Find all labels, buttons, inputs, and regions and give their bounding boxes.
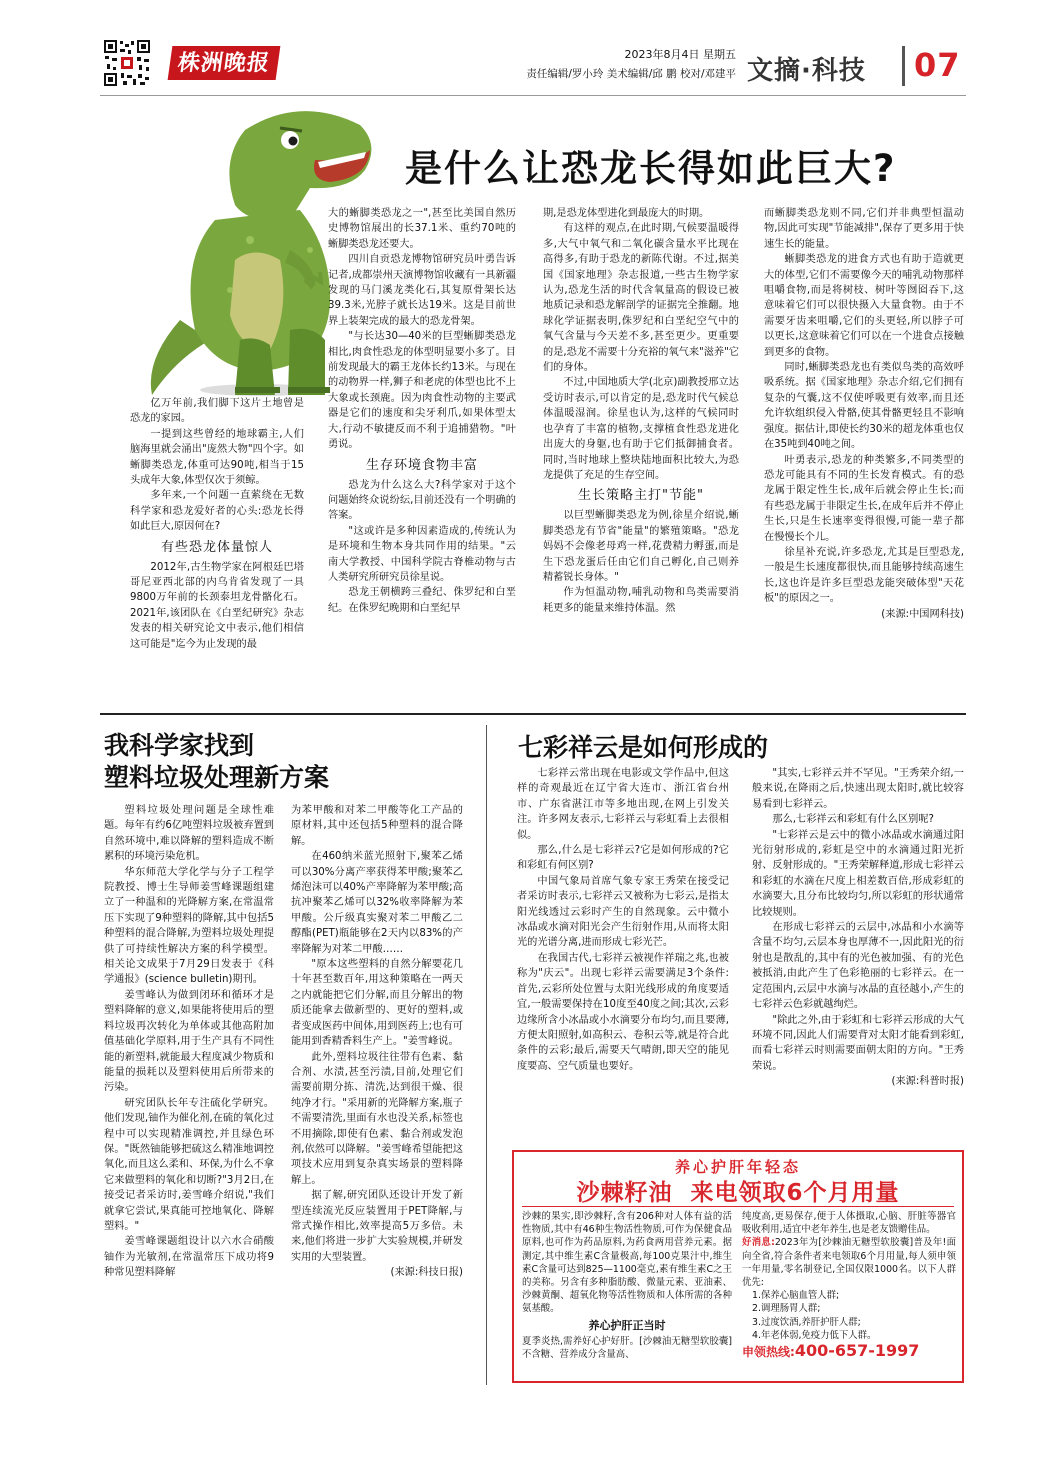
dino-subheading-2: 生存环境食物丰富 xyxy=(365,457,478,473)
dino-lead-3: 多年来,一个问题一直萦绕在无数科学家和恐龙爱好者的心头:恐龙长得如此巨大,原因何在? xyxy=(130,490,304,533)
dino-lead-2: 一提到这些曾经的地球霸主,人们脑海里就会涌出"庞然大物"四个字。如蜥脚类恐龙,体重可达90吨,相当于15头成年大象,体型仅次于须鲸。 xyxy=(130,428,304,487)
masthead-text: 株洲晚报 xyxy=(176,50,272,76)
dino-paragraph: 恐龙为什么这么大?科学家对于这个问题始终众说纷纭,目前还没有一个明确的答案。 xyxy=(328,479,516,522)
dino-paragraph: 期,是恐龙体型进化到最庞大的时期。 xyxy=(543,208,710,219)
plastic-source: (来源:科技日报) xyxy=(390,1267,463,1279)
dino-lead-1: 亿万年前,我们脚下这片土地曾是恐龙的家园。 xyxy=(130,398,304,425)
cloud-column-1 xyxy=(517,766,729,1074)
ad-list-item: 3.过度饮酒,养肝护肝人群; xyxy=(752,1316,861,1328)
ad-list-item: 2.调理肠胃人群; xyxy=(752,1303,821,1315)
dino-paragraph: 作为恒温动物,哺乳动物和鸟类需要消耗更多的能量来维持体温。然 xyxy=(543,587,739,614)
ad-rule xyxy=(522,1206,954,1207)
dino-paragraph: 有这样的观点,在此时期,气候要温暖得多,大气中氧气和二氧化碳含量水平比现在高得多,有助于恐龙的新陈代谢。不过,据美国《国家地理》杂志报道,一些古生物学家认为,恐龙生活的时代含氧量高的假设已被地质记录和恐龙解剖学的证据完全推翻。地球化学证据表明,侏罗纪和白垩纪空气中的氧气含量与今天差不多,甚至更少。更重要的是,恐龙不需要十分充裕的氧气来"滋养"它们的身体。 xyxy=(543,223,739,374)
dino-paragraph: 2012年,古生物学家在阿根廷巴塔哥尼亚西北部的内乌肯省发现了一具9800万年前的长颈泰坦龙骨骼化石。2021年,该团队在《白垩纪研究》杂志发表的相关研究论文中表示,他们相信这可能是"迄今为止发现的最 xyxy=(130,561,304,650)
ad-body-text: 夏季炎热,需养好心护好肝。[沙棘油无糖型软胶囊]不含糖、营养成分含量高、 xyxy=(522,1335,732,1361)
plastic-paragraph: 此外,塑料垃圾往往带有色素、黏合剂、水渍,甚至污渍,目前,处理它们需要前期分拣、清洗,达到很干燥、很纯净才行。"采用新的光降解方案,瓶子不需要清洗,里面有水也没关系,标签也不用摘除,即使有色素、黏合剂或发泡剂,依然可以降解。"姜雪峰希望能把这项技术应用到复杂真实场景的塑料降解上。 xyxy=(291,1051,463,1186)
plastic-paragraph: 在460纳米蓝光照射下,聚苯乙烯可以30%分离产率获得苯甲酸;聚苯乙烯泡沫可以40%产率降解为苯甲酸;高抗冲聚苯乙烯可以32%收率降解为苯甲酸。公斤级真实聚对苯二甲酸乙二醇酯(PET)瓶能够在2天内以83%的产率降解为对苯二甲酸…… xyxy=(291,851,463,955)
ad-body-text: 纯度高,更易保存,便于人体摄取,心脑、肝脏等器官吸收利用,适宜中老年养生,也是老友馈赠佳品。 xyxy=(742,1211,956,1236)
editors-line: 责任编辑/罗小玲 美术编辑/邱 鹏 校对/邓建平 xyxy=(526,68,736,80)
dino-column-1 xyxy=(130,396,304,652)
cloud-headline: 七彩祥云是如何形成的 xyxy=(518,733,769,762)
dino-paragraph: 蜥脚类恐龙的进食方式也有助于造就更大的体型,它们不需要像今天的哺乳动物那样咀嚼食物,而是将树枝、树叶等囫囵吞下,这意味着它们可以很快摄入大量食物。由于不需要牙齿来咀嚼,它们的头更轻,所以脖子可以更长,这意味着它们可以在一个进食点接触到更多的食物。 xyxy=(764,254,964,358)
plastic-paragraph: 姜雪峰认为做到闭环和循环才是塑料降解的意义,如果能将使用后的塑料垃圾再次转化为单体或其他高附加值基础化学原料,用于生产具有不同性能的新塑料,就能最大程度减少物质和能量的损耗以及塑料使用后所带来的污染。 xyxy=(104,989,274,1094)
ad-kicker: 养心护肝年轻态 xyxy=(674,1158,801,1176)
cloud-paragraph: 那么,什么是七彩祥云?它是如何形成的?它和彩虹有何区别? xyxy=(517,845,729,872)
dino-paragraph: 不过,中国地质大学(北京)副教授邢立达受访时表示,可以肯定的是,恐龙时代气候总体温暖湿润。徐星也认为,这样的气候同时也孕育了丰富的植物,支撑植食性恐龙进化出庞大的身躯,也有助于它们抵御捕食者。同时,当时地球上整块陆地面积比较大,为恐龙提供了充足的生存空间。 xyxy=(543,377,739,481)
plastic-paragraph: 据了解,研究团队还设计开发了新型连续流光反应装置用于PET降解,与常式操作相比,效率提高5万多倍。未来,他们将进一步扩大实验规模,并研发实用的大型装置。 xyxy=(291,1190,463,1263)
ad-list xyxy=(742,1289,956,1342)
dino-paragraph: 而蜥脚类恐龙则不同,它们并非典型恒温动物,因此可实现"节能减排",保存了更多用于快速生长的能量。 xyxy=(764,208,964,250)
plastic-paragraph: "原本这些塑料的自然分解要花几十年甚至数百年,用这种策略在一两天之内就能把它们分解,而且分解出的物质还能拿去做新型的、更好的塑料,或者变成医药中间体,用到医药上;也有可能用到香精香料生产上。"姜雪峰说。 xyxy=(291,959,463,1048)
ad-hotline-number[interactable]: 400-657-1997 xyxy=(794,1341,920,1361)
page-number: 07 xyxy=(914,46,961,84)
plastic-column-2 xyxy=(291,803,463,1281)
masthead-logo xyxy=(168,46,281,80)
cloud-paragraph: 那么,七彩祥云和彩虹有什么区别呢? xyxy=(772,814,934,826)
cloud-paragraph: 中国气象局首席气象专家王秀荣在接受记者采访时表示,七彩祥云又被称为七彩云,是指太阳光线透过云彩时产生的自然现象。云中微小冰晶或水滴对阳光会产生衍射作用,从而将太阳光的光谱分离,进而形成七彩光芒。 xyxy=(517,875,729,949)
dino-paragraph: 同时,蜥脚类恐龙也有类似鸟类的高效呼吸系统。据《国家地理》杂志介绍,它们拥有复杂的气囊,这不仅使呼吸更有效率,而且还允许软组织侵入骨骼,使其骨骼更轻且不影响强度。据估计,即使长约30米的超龙体重也仅在35吨到40吨之间。 xyxy=(764,362,964,451)
plastic-paragraph: 研究团队长年专注硫化学研究。他们发现,铀作为催化剂,在硫的氧化过程中可以实现精准调控,并且绿色环保。"既然铀能够把硫这么精准地调控氧化,而且这么柔和、环保,为什么不拿它来做塑料的氧化和切断?"3月2日,在接受记者采访时,姜雪峰介绍说,"我们就拿它尝试,果真能可控地氧化、降解塑料。" xyxy=(104,1097,274,1232)
ad-promo-label: 好消息: xyxy=(742,1237,775,1249)
plastic-paragraph: 为苯甲酸和对苯二甲酸等化工产品的原材料,其中还包括5种塑料的混合降解。 xyxy=(291,805,463,847)
dino-source: (来源:中国网科技) xyxy=(881,608,964,620)
dino-paragraph: 恐龙王朝横跨三叠纪、侏罗纪和白垩纪。在侏罗纪晚期和白垩纪早 xyxy=(328,587,516,614)
ad-promo-text: 2023年为[沙棘油无糖型软胶囊]普及年!面向全省,符合条件者来电领取6个月用量,每人须申领一年用量,零名制登记,全国仅限1000名。以下人群优先: xyxy=(742,1237,956,1289)
section-name: 文摘·科技 xyxy=(747,56,866,86)
dino-subheading-1: 有些恐龙体量惊人 xyxy=(160,539,273,555)
dino-paragraph: 以巨型蜥脚类恐龙为例,徐星介绍说,蜥脚类恐龙有节省"能量"的繁殖策略。"恐龙妈妈不会像老母鸡一样,花费精力孵蛋,而是生下恐龙蛋后任由它们自己孵化,自己则养精蓄锐长身体。" xyxy=(543,510,739,583)
ad-body-text: 沙棘的果实,即沙棘籽,含有206种对人体有益的活性物质,其中有46种生物活性物质,可作为保健食品原料,也可作为药品原料,为药食两用营养元素。据测定,其中维生素C含量极高,每100克果汁中,维生素C含量可达到825—1100毫克,素有维生素C之王的美称。另含有多种脂肪酸、微量元素、亚油素、沙棘黄酮、超氧化物等活性物质和人体所需的各种氨基酸。 xyxy=(522,1211,732,1315)
dino-paragraph: 叶勇表示,恐龙的种类繁多,不同类型的恐龙可能具有不同的生长发育模式。有的恐龙属于限定性生长,成年后就会停止生长;而有些恐龙属于非限定生长,在成年后并不停止生长,只是生长速率变得很慢,可能一辈子都在慢慢长个儿。 xyxy=(764,454,964,543)
ad-promo xyxy=(742,1236,956,1289)
dino-paragraph: 徐星补充说,许多恐龙,尤其是巨型恐龙,一般是生长速度都很快,而且能够持续高速生长,这也许是许多巨型恐龙能突破体型"天花板"的原因之一。 xyxy=(764,546,964,605)
section-divider xyxy=(100,713,966,715)
cloud-source: (来源:科普时报) xyxy=(891,1076,964,1088)
ad-hotline-row xyxy=(742,1341,956,1361)
ad-column-2 xyxy=(742,1210,956,1360)
dino-paragraph: 大的蜥脚类恐龙之一",甚至比美国自然历史博物馆展出的长37.1米、重约70吨的蜥脚类恐龙还要大。 xyxy=(328,208,516,250)
cloud-paragraph: 七彩祥云常出现在电影或文学作品中,但这样的奇观最近在辽宁省大连市、浙江省台州市、广东省湛江市等多地出现,在网上引发关注。许多网友表示,七彩祥云与彩虹看上去很相似。 xyxy=(517,768,729,841)
dino-paragraph: "这或许是多种因素造成的,传统认为是环境和生物本身共同作用的结果。"云南大学教授、中国科学院古脊椎动物与古人类研究所研究员徐星说。 xyxy=(328,525,516,583)
dino-headline: 是什么让恐龙长得如此巨大? xyxy=(405,147,897,190)
dino-column-2 xyxy=(328,206,516,616)
cloud-paragraph: 在我国古代,七彩祥云被视作祥瑞之兆,也被称为"庆云"。出现七彩祥云需要满足3个条件:首先,云彩所处位置与太阳光线形成的角度要适宜,一般需要保持在10度至40度之间;其次,云彩边缘所含小冰晶或小水滴要分布均匀,而且要薄,方便太阳照射,如高积云、卷积云等,就是符合此条件的云彩;最后,需要天气晴朗,即天空的能见度要高、空气质量也要好。 xyxy=(517,952,729,1072)
cloud-paragraph: 在形成七彩祥云的云层中,冰晶和小水滴等含量不均匀,云层本身也厚薄不一,因此阳光的衍射也是散乱的,其中有的光色被加强、有的光色被抵消,由此产生了色彩艳丽的七彩祥云。在一定范围内,云层中水滴与冰晶的直径越小,产生的七彩祥云色彩就越绚烂。 xyxy=(752,922,964,1011)
cloud-paragraph: "除此之外,由于彩虹和七彩祥云形成的大气环境不同,因此人们需要背对太阳才能看到彩虹,而看七彩祥云时则需要面朝太阳的方向。"王秀荣说。 xyxy=(752,1014,964,1072)
ad-headline: 沙棘籽油 来电领取6个月用量 xyxy=(576,1180,900,1206)
ad-list-item: 1.保养心脑血管人群; xyxy=(752,1290,840,1302)
plastic-paragraph: 华东师范大学化学与分子工程学院教授、博士生导师姜雪峰课题组建立了一种温和的光降解方案,在常温常压下实现了9种塑料的降解,其中包括5种塑料的混合降解,为塑料垃圾处理提供了可持续性解决方案的科学模型。相关论文成果于7月29日发表于《科学通报》(science bulletin)期刊。 xyxy=(104,866,274,986)
cloud-paragraph: "七彩祥云是云中的微小冰晶或水滴通过阳光衍射形成的,彩虹是空中的水滴通过阳光折射、反射形成的。"王秀荣解释道,形成七彩祥云和彩虹的水滴在尺度上相差数百倍,形成彩虹的水滴要大,且分布比较均匀,所以彩虹的形状通常比较规则。 xyxy=(752,829,964,918)
plastic-headline-line-1: 我科学家找到 xyxy=(104,731,255,760)
vertical-divider xyxy=(486,725,487,1385)
ad-column-1 xyxy=(522,1210,732,1361)
date-line: 2023年8月4日 星期五 xyxy=(624,48,736,61)
qr-code xyxy=(103,39,151,87)
plastic-headline-line-2: 塑料垃圾处理新方案 xyxy=(104,763,330,792)
header-divider xyxy=(902,46,905,86)
ad-subheading: 养心护肝正当时 xyxy=(588,1318,666,1332)
plastic-paragraph: 姜雪峰课题组设计以六水合硝酸铀作为光敏剂,在常温常压下成功将9种常见塑料降解 xyxy=(104,1236,274,1279)
ad-list-item: 4.年老体弱,免疫力低下人群。 xyxy=(752,1329,877,1341)
plastic-paragraph: 塑料垃圾处理问题是全球性难题。每年有约6亿吨塑料垃圾被弃置到自然环境中,难以降解的塑料造成不断累积的环境污染危机。 xyxy=(104,805,274,863)
dino-paragraph: "与长达30—40米的巨型蜥脚类恐龙相比,肉食性恐龙的体型明显要小多了。目前发现最大的霸王龙体长约13米。与现在的动物界一样,狮子和老虎的体型也比不上大象或长颈鹿。因为肉食性动物的主要武器是它们的速度和尖牙利爪,如果体型太大,行动不敏捷反而不利于追捕猎物。"叶勇说。 xyxy=(328,331,516,451)
plastic-column-1 xyxy=(104,803,274,1281)
cloud-column-2 xyxy=(752,766,964,1090)
ad-hotline-label: 申领热线: xyxy=(742,1345,795,1360)
advertisement-box xyxy=(512,1150,964,1383)
dino-column-3 xyxy=(543,206,739,616)
dino-subheading-3: 生长策略主打"节能" xyxy=(578,488,704,504)
cloud-paragraph: "其实,七彩祥云并不罕见。"王秀荣介绍,一般来说,在降雨之后,快速出现太阳时,就比较容易看到七彩祥云。 xyxy=(752,768,964,810)
header-rule xyxy=(100,95,966,96)
dino-paragraph: 四川自贡恐龙博物馆研究员叶勇告诉记者,成都崇州天演博物馆收藏有一具新疆发现的马门溪龙类化石,其复原骨架长达39.3米,光脖子就长达19米。这是目前世界上装架完成的最大的恐龙骨架。 xyxy=(328,254,516,327)
dino-column-4 xyxy=(764,206,964,622)
